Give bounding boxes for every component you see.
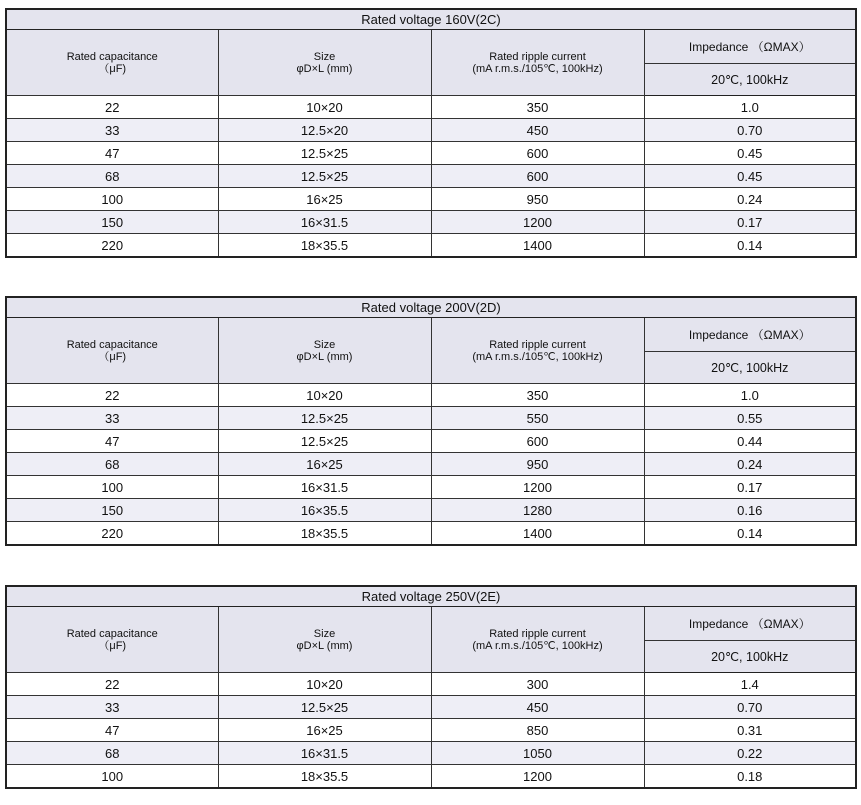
table-row bbox=[6, 765, 856, 789]
header-capacitance bbox=[6, 607, 218, 673]
cell-ripple-current: 1050 bbox=[431, 742, 644, 765]
cell-capacitance: 68 bbox=[6, 742, 218, 765]
cell-ripple-current: 450 bbox=[431, 119, 644, 142]
header-impedance: Impedance （ΩMAX） bbox=[644, 30, 856, 64]
cell-capacitance: 100 bbox=[6, 476, 218, 499]
header-size-unit: φD×L (mm) bbox=[296, 62, 353, 75]
cell-size: 12.5×25 bbox=[218, 407, 431, 430]
cell-impedance: 0.24 bbox=[644, 453, 856, 476]
header-size-label: Size bbox=[313, 338, 336, 351]
cell-ripple-current: 550 bbox=[431, 407, 644, 430]
header-ripple-unit: (mA r.m.s./105℃, 100kHz) bbox=[472, 350, 603, 363]
cell-size: 10×20 bbox=[218, 673, 431, 696]
cell-impedance: 1.0 bbox=[644, 384, 856, 407]
header-ripple-unit: (mA r.m.s./105℃, 100kHz) bbox=[472, 639, 603, 652]
cell-ripple-current: 600 bbox=[431, 142, 644, 165]
cell-size: 12.5×25 bbox=[218, 696, 431, 719]
table-row bbox=[6, 211, 856, 234]
header-ripple-unit: (mA r.m.s./105℃, 100kHz) bbox=[472, 62, 603, 75]
header-impedance-condition: 20℃, 100kHz bbox=[644, 64, 856, 96]
cell-size: 16×25 bbox=[218, 719, 431, 742]
cell-size: 18×35.5 bbox=[218, 234, 431, 258]
header-capacitance-label: Rated capacitance bbox=[66, 50, 158, 63]
cell-impedance: 0.31 bbox=[644, 719, 856, 742]
cell-impedance: 0.24 bbox=[644, 188, 856, 211]
cell-size: 16×31.5 bbox=[218, 742, 431, 765]
table-row bbox=[6, 407, 856, 430]
cell-capacitance: 47 bbox=[6, 719, 218, 742]
cell-size: 16×25 bbox=[218, 188, 431, 211]
cell-size: 10×20 bbox=[218, 96, 431, 119]
table-row bbox=[6, 430, 856, 453]
cell-ripple-current: 450 bbox=[431, 696, 644, 719]
table-title: Rated voltage 200V(2D) bbox=[6, 297, 856, 318]
cell-ripple-current: 950 bbox=[431, 188, 644, 211]
table-body bbox=[6, 586, 856, 788]
header-size-unit: φD×L (mm) bbox=[296, 639, 353, 652]
cell-capacitance: 220 bbox=[6, 522, 218, 546]
cell-capacitance: 22 bbox=[6, 673, 218, 696]
table-row bbox=[6, 673, 856, 696]
cell-capacitance: 22 bbox=[6, 96, 218, 119]
cell-impedance: 0.22 bbox=[644, 742, 856, 765]
cell-size: 12.5×25 bbox=[218, 142, 431, 165]
cell-ripple-current: 300 bbox=[431, 673, 644, 696]
header-size bbox=[218, 318, 431, 384]
cell-impedance: 0.14 bbox=[644, 522, 856, 546]
header-capacitance bbox=[6, 318, 218, 384]
table-row bbox=[6, 742, 856, 765]
cell-impedance: 0.44 bbox=[644, 430, 856, 453]
cell-impedance: 1.0 bbox=[644, 96, 856, 119]
cell-impedance: 0.70 bbox=[644, 696, 856, 719]
cell-impedance: 0.17 bbox=[644, 476, 856, 499]
table-row bbox=[6, 384, 856, 407]
header-ripple-label: Rated ripple current bbox=[489, 338, 586, 351]
cell-size: 12.5×25 bbox=[218, 430, 431, 453]
header-ripple bbox=[431, 30, 644, 96]
cell-capacitance: 47 bbox=[6, 430, 218, 453]
cell-capacitance: 150 bbox=[6, 211, 218, 234]
cell-ripple-current: 350 bbox=[431, 384, 644, 407]
cell-ripple-current: 1400 bbox=[431, 522, 644, 546]
table-title: Rated voltage 250V(2E) bbox=[6, 586, 856, 607]
cell-impedance: 0.45 bbox=[644, 142, 856, 165]
cell-impedance: 0.17 bbox=[644, 211, 856, 234]
cell-capacitance: 33 bbox=[6, 119, 218, 142]
cell-capacitance: 100 bbox=[6, 188, 218, 211]
cell-ripple-current: 950 bbox=[431, 453, 644, 476]
cell-size: 16×31.5 bbox=[218, 476, 431, 499]
spec-table-160v bbox=[5, 8, 857, 258]
cell-capacitance: 68 bbox=[6, 165, 218, 188]
header-capacitance-label: Rated capacitance bbox=[66, 627, 158, 640]
header-capacitance bbox=[6, 30, 218, 96]
cell-size: 16×31.5 bbox=[218, 211, 431, 234]
cell-capacitance: 33 bbox=[6, 407, 218, 430]
table-row bbox=[6, 499, 856, 522]
cell-impedance: 0.18 bbox=[644, 765, 856, 789]
cell-capacitance: 150 bbox=[6, 499, 218, 522]
table-row bbox=[6, 119, 856, 142]
cell-impedance: 0.70 bbox=[644, 119, 856, 142]
table-row bbox=[6, 522, 856, 546]
cell-impedance: 0.45 bbox=[644, 165, 856, 188]
table-row bbox=[6, 165, 856, 188]
header-impedance: Impedance （ΩMAX） bbox=[644, 607, 856, 641]
header-size-label: Size bbox=[313, 50, 336, 63]
spec-table-250v bbox=[5, 585, 857, 789]
header-size bbox=[218, 30, 431, 96]
cell-size: 10×20 bbox=[218, 384, 431, 407]
header-capacitance-label: Rated capacitance bbox=[66, 338, 158, 351]
header-size-label: Size bbox=[313, 627, 336, 640]
cell-ripple-current: 600 bbox=[431, 430, 644, 453]
table-row bbox=[6, 696, 856, 719]
table-row bbox=[6, 142, 856, 165]
cell-impedance: 0.55 bbox=[644, 407, 856, 430]
table-row bbox=[6, 476, 856, 499]
header-capacitance-unit: （μF) bbox=[98, 350, 127, 363]
cell-ripple-current: 350 bbox=[431, 96, 644, 119]
cell-size: 12.5×25 bbox=[218, 165, 431, 188]
cell-ripple-current: 850 bbox=[431, 719, 644, 742]
header-ripple bbox=[431, 607, 644, 673]
cell-size: 18×35.5 bbox=[218, 522, 431, 546]
cell-impedance: 0.14 bbox=[644, 234, 856, 258]
cell-ripple-current: 600 bbox=[431, 165, 644, 188]
cell-capacitance: 33 bbox=[6, 696, 218, 719]
cell-ripple-current: 1200 bbox=[431, 765, 644, 789]
cell-ripple-current: 1280 bbox=[431, 499, 644, 522]
header-impedance-condition: 20℃, 100kHz bbox=[644, 352, 856, 384]
cell-ripple-current: 1200 bbox=[431, 211, 644, 234]
table-row bbox=[6, 719, 856, 742]
header-ripple-label: Rated ripple current bbox=[489, 50, 586, 63]
cell-impedance: 1.4 bbox=[644, 673, 856, 696]
cell-ripple-current: 1200 bbox=[431, 476, 644, 499]
cell-capacitance: 100 bbox=[6, 765, 218, 789]
cell-capacitance: 47 bbox=[6, 142, 218, 165]
header-capacitance-unit: （μF) bbox=[98, 639, 127, 652]
cell-size: 12.5×20 bbox=[218, 119, 431, 142]
cell-capacitance: 220 bbox=[6, 234, 218, 258]
header-capacitance-unit: （μF) bbox=[98, 62, 127, 75]
table-row bbox=[6, 96, 856, 119]
spec-table-200v bbox=[5, 296, 857, 546]
table-body bbox=[6, 297, 856, 545]
header-ripple bbox=[431, 318, 644, 384]
cell-capacitance: 22 bbox=[6, 384, 218, 407]
header-impedance-condition: 20℃, 100kHz bbox=[644, 641, 856, 673]
cell-ripple-current: 1400 bbox=[431, 234, 644, 258]
cell-capacitance: 68 bbox=[6, 453, 218, 476]
header-ripple-label: Rated ripple current bbox=[489, 627, 586, 640]
table-row bbox=[6, 453, 856, 476]
cell-size: 16×25 bbox=[218, 453, 431, 476]
cell-impedance: 0.16 bbox=[644, 499, 856, 522]
table-body bbox=[6, 9, 856, 257]
cell-size: 18×35.5 bbox=[218, 765, 431, 789]
header-size bbox=[218, 607, 431, 673]
header-size-unit: φD×L (mm) bbox=[296, 350, 353, 363]
cell-size: 16×35.5 bbox=[218, 499, 431, 522]
table-row bbox=[6, 188, 856, 211]
table-title: Rated voltage 160V(2C) bbox=[6, 9, 856, 30]
table-row bbox=[6, 234, 856, 258]
header-impedance: Impedance （ΩMAX） bbox=[644, 318, 856, 352]
